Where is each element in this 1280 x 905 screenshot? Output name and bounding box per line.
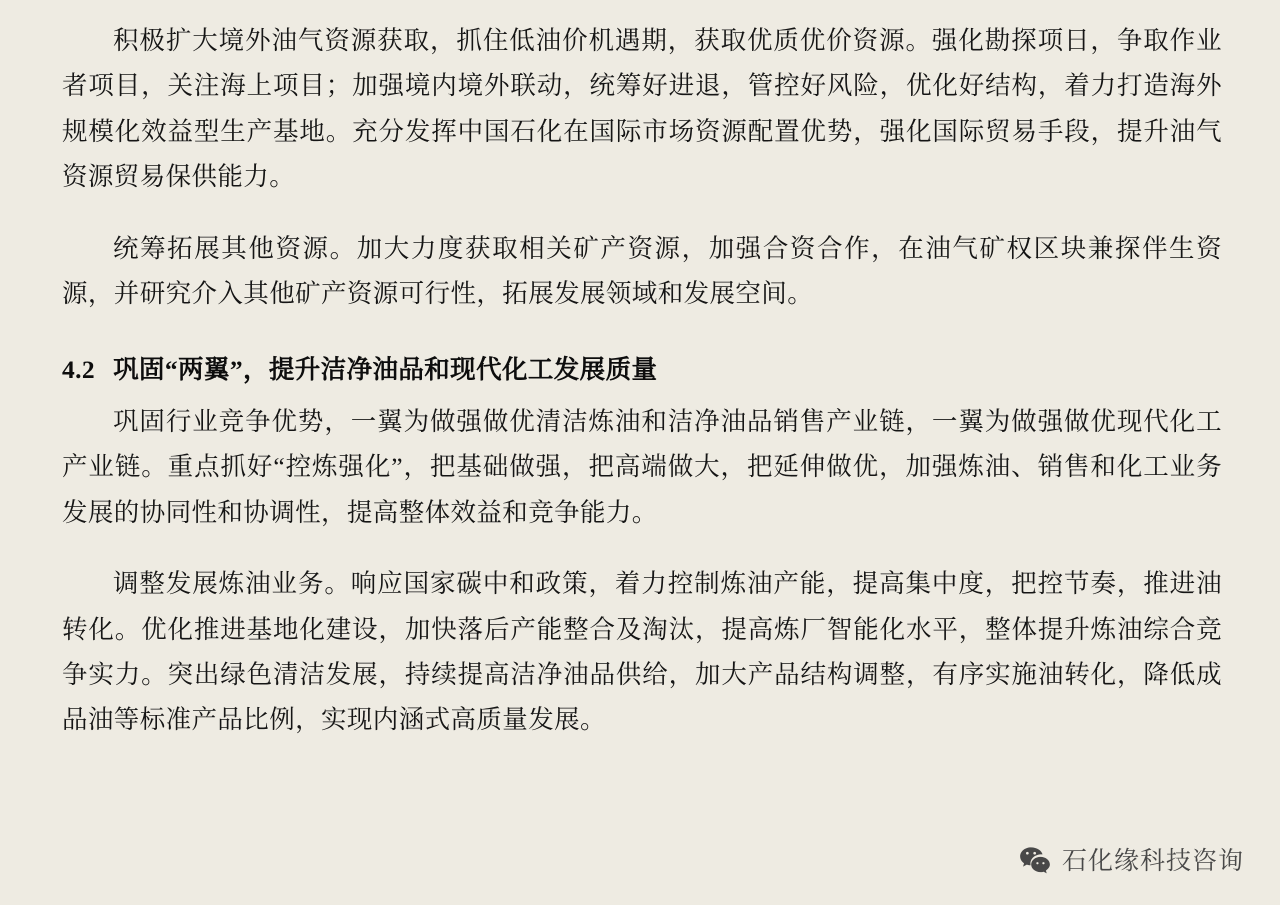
section-heading [62, 350, 1222, 391]
watermark-text: 石化缘科技咨询 [1061, 847, 1244, 875]
paragraph: 调整发展炼油业务。响应国家碳中和政策，着力控制炼油产能，提高集中度，把控节奏，推进油转化。优化推进基地化建设，加快落后产能整合及淘汰，提高炼厂智能化水平，整体提升炼油综合竞争实力。突出绿色清洁发展，持续提高洁净油品供给，加大产品结构调整，有序实施油转化，降低成品油等标准产品比例，实现内涵式高质量发展。 [62, 569, 1222, 735]
watermark [1018, 841, 1244, 877]
wechat-icon [1018, 842, 1052, 876]
paragraph: 统筹拓展其他资源。加大力度获取相关矿产资源，加强合资合作，在油气矿权区块兼探伴生资源，并研究介入其他矿产资源可行性，拓展发展领域和发展空间。 [62, 233, 1222, 308]
section-title: 巩固“两翼”，提升洁净油品和现代化工发展质量 [113, 355, 658, 385]
document-body [62, 18, 1222, 743]
paragraph: 积极扩大境外油气资源获取，抓住低油价机遇期，获取优质优价资源。强化勘探项日，争取作业者项目，关注海上项目；加强境内境外联动，统筹好进退，管控好风险，优化好结构，着力打造海外规模化效益型生产基地。充分发挥中国石化在国际市场资源配置优势，强化国际贸易手段，提升油气资源贸易保供能力。 [62, 26, 1222, 192]
paragraph: 巩固行业竞争优势，一翼为做强做优清洁炼油和洁净油品销售产业链，一翼为做强做优现代化工产业链。重点抓好“控炼强化”，把基础做强，把高端做大，把延伸做优，加强炼油、销售和化工业务发展的协同性和协调性，提高整体效益和竞争能力。 [62, 407, 1222, 527]
section-number: 4.2 [62, 355, 96, 385]
